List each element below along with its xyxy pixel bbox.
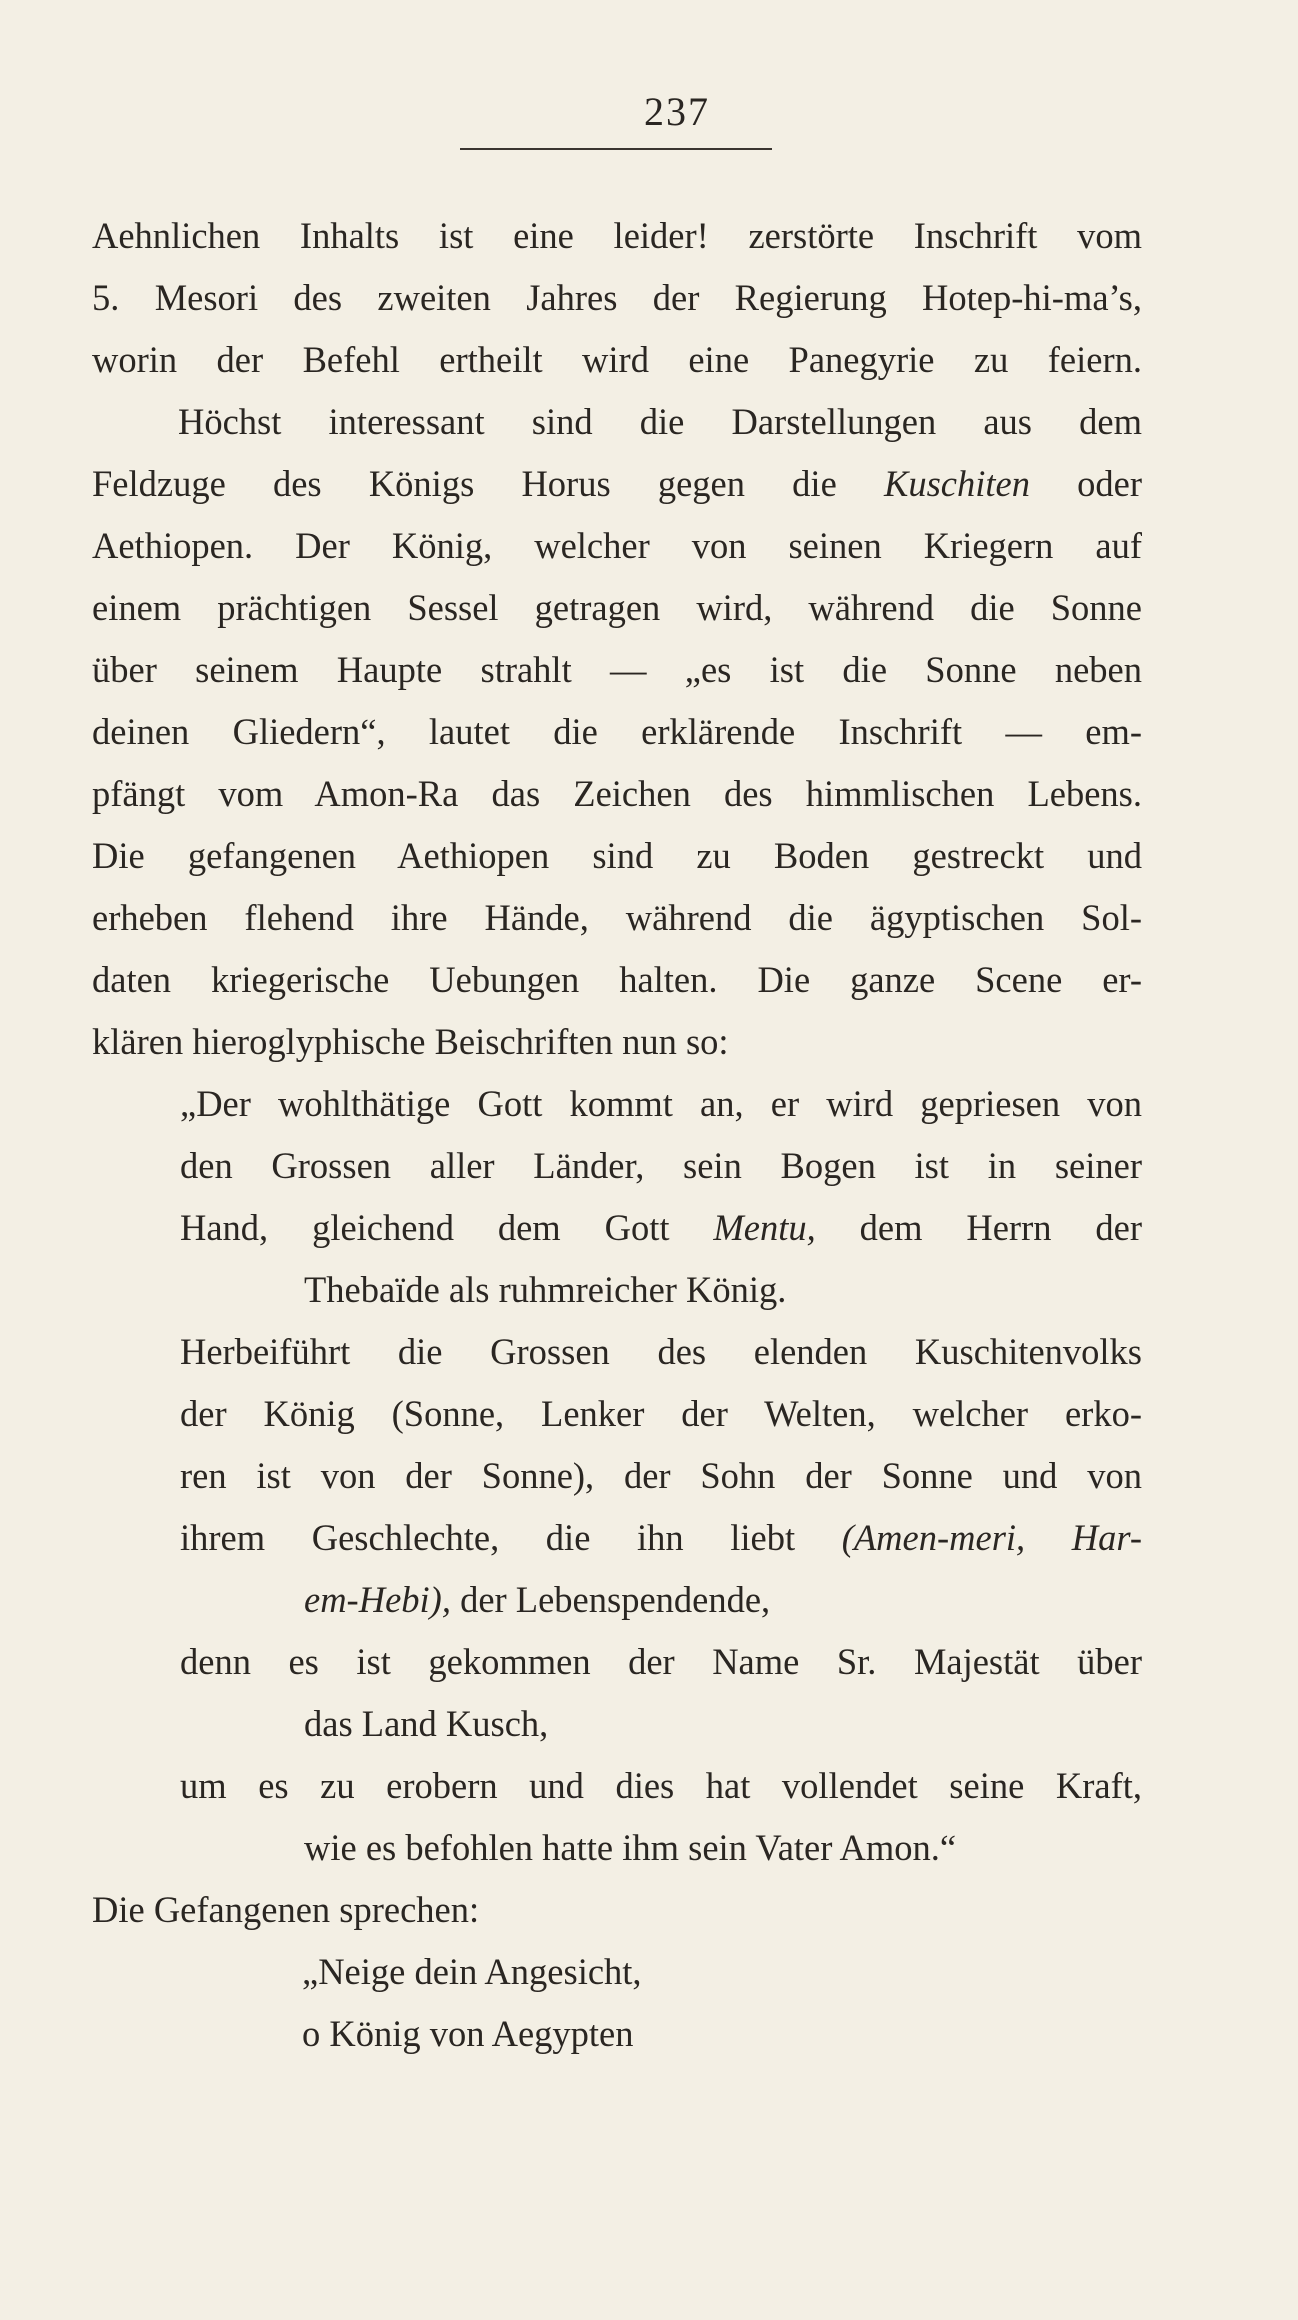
verse-line: Herbeiführt die Grossen des elenden Kuschitenvolks — [180, 1331, 1142, 1372]
text-line: Aethiopen. Der König, welcher von seinen Kriegern auf — [92, 525, 1142, 566]
header-rule — [460, 148, 772, 150]
text-line: über seinem Haupte strahlt — „es ist die Sonne neben — [92, 649, 1142, 690]
text-segment: oder — [1029, 463, 1142, 504]
text-line: klären hieroglyphische Beischriften nun so: — [92, 1021, 729, 1062]
text-line: Die Gefangenen sprechen: — [92, 1889, 480, 1930]
text-line: 5. Mesori des zweiten Jahres der Regierung Hotep-hi-ma’s, — [92, 277, 1142, 318]
verse-line: wie es befohlen hatte ihm sein Vater Amon.“ — [304, 1827, 957, 1868]
italic-term: Kuschiten — [883, 463, 1030, 504]
text-line: Die gefangenen Aethiopen sind zu Boden gestreckt und — [92, 835, 1142, 876]
page-number: 237 — [644, 89, 710, 134]
italic-term: em-Hebi), — [304, 1579, 451, 1620]
text-line: daten kriegerische Uebungen halten. Die ganze Scene er- — [92, 959, 1142, 1000]
text-segment: Feldzuge des Königs Horus gegen die — [92, 463, 884, 504]
text-line: erheben flehend ihre Hände, während die ägyptischen Sol- — [92, 897, 1142, 938]
text-line: pfängt vom Amon-Ra das Zeichen des himmlischen Lebens. — [92, 773, 1142, 814]
verse-line: der König (Sonne, Lenker der Welten, welcher erko- — [180, 1393, 1142, 1434]
verse-line — [92, 1569, 1142, 1631]
text-line: einem prächtigen Sessel getragen wird, während die Sonne — [92, 587, 1142, 628]
text-line — [92, 453, 1142, 515]
text-segment: ihrem Geschlechte, die ihn liebt — [180, 1517, 842, 1558]
text-segment: dem Herrn der — [815, 1207, 1142, 1248]
text-line: worin der Befehl ertheilt wird eine Panegyrie zu feiern. — [92, 339, 1142, 380]
verse-line — [92, 1197, 1142, 1259]
verse-line: „Neige dein Angesicht, — [302, 1951, 642, 1992]
text-segment: der Lebenspendende, — [450, 1579, 771, 1620]
verse-line: das Land Kusch, — [304, 1703, 549, 1744]
verse-line: denn es ist gekommen der Name Sr. Majestät über — [180, 1641, 1142, 1682]
text-segment: Hand, gleichend dem Gott — [180, 1207, 714, 1248]
verse-line — [92, 1507, 1142, 1569]
verse-line: Thebaïde als ruhmreicher König. — [304, 1269, 787, 1310]
verse-line: ren ist von der Sonne), der Sohn der Sonne und von — [180, 1455, 1142, 1496]
verse-line: den Grossen aller Länder, sein Bogen ist in seiner — [180, 1145, 1142, 1186]
verse-line: „Der wohlthätige Gott kommt an, er wird gepriesen von — [180, 1083, 1142, 1124]
text-line: Höchst interessant sind die Darstellungen aus dem — [178, 401, 1142, 442]
verse-line: o König von Aegypten — [302, 2013, 634, 2054]
body-text — [92, 205, 1142, 2065]
verse-line: um es zu erobern und dies hat vollendet seine Kraft, — [180, 1765, 1142, 1806]
text-line: deinen Gliedern“, lautet die erklärende Inschrift — em- — [92, 711, 1142, 752]
italic-term: Mentu, — [713, 1207, 816, 1248]
italic-term: (Amen-meri, Har- — [841, 1517, 1142, 1558]
text-line: Aehnlichen Inhalts ist eine leider! zerstörte Inschrift vom — [92, 215, 1142, 256]
